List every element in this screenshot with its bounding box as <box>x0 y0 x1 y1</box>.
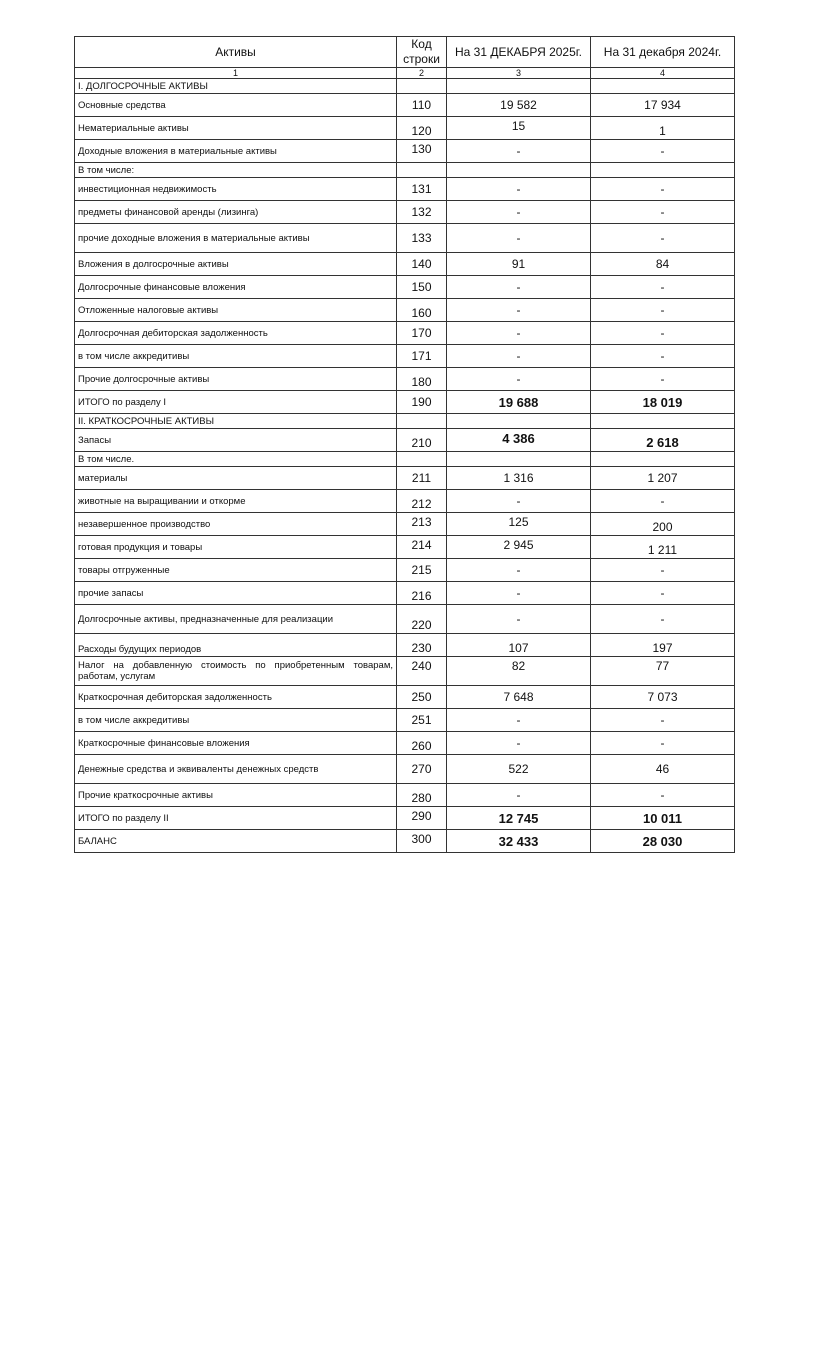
header-assets: Активы <box>75 37 397 68</box>
row-code: 240 <box>397 657 447 686</box>
row-value-2025: - <box>447 276 591 299</box>
row-value-2024: - <box>591 322 735 345</box>
table-row <box>75 322 735 345</box>
row-value-2025: - <box>447 732 591 755</box>
row-code: 260 <box>397 732 447 755</box>
table-row <box>75 345 735 368</box>
row-code: 280 <box>397 784 447 807</box>
row-name: Запасы <box>75 429 397 452</box>
row-value-2024: 18 019 <box>591 391 735 414</box>
row-value-2025: - <box>447 784 591 807</box>
row-value-2024: 84 <box>591 253 735 276</box>
row-code: 132 <box>397 201 447 224</box>
row-value-2024: 7 073 <box>591 686 735 709</box>
section-row <box>75 79 735 94</box>
row-value-2024: - <box>591 140 735 163</box>
row-value-2025 <box>447 163 591 178</box>
row-value-2024 <box>591 163 735 178</box>
row-value-2024: 197 <box>591 634 735 657</box>
row-value-2025: 82 <box>447 657 591 686</box>
row-value-2024: 17 934 <box>591 94 735 117</box>
table-row <box>75 253 735 276</box>
row-value-2025: 19 582 <box>447 94 591 117</box>
row-name: ИТОГО по разделу I <box>75 391 397 414</box>
table-row <box>75 634 735 657</box>
table-row <box>75 686 735 709</box>
row-value-2024: - <box>591 582 735 605</box>
row-code: 250 <box>397 686 447 709</box>
row-name: товары отгруженные <box>75 559 397 582</box>
row-code: 215 <box>397 559 447 582</box>
row-name: II. КРАТКОСРОЧНЫЕ АКТИВЫ <box>75 414 397 429</box>
row-code: 120 <box>397 117 447 140</box>
row-code: 171 <box>397 345 447 368</box>
row-value-2025: - <box>447 224 591 253</box>
row-name: Отложенные налоговые активы <box>75 299 397 322</box>
row-value-2025: - <box>447 140 591 163</box>
row-name: I. ДОЛГОСРОЧНЫЕ АКТИВЫ <box>75 79 397 94</box>
table-row <box>75 755 735 784</box>
row-code: 133 <box>397 224 447 253</box>
row-value-2024: 1 <box>591 117 735 140</box>
row-name: Налог на добавленную стоимость по приобретенным товарам, работам, услугам <box>75 657 397 686</box>
row-value-2025: 1 316 <box>447 467 591 490</box>
row-value-2025: - <box>447 490 591 513</box>
table-row <box>75 559 735 582</box>
row-value-2025: 4 386 <box>447 429 591 452</box>
table-row <box>75 536 735 559</box>
row-value-2024: - <box>591 559 735 582</box>
section-row <box>75 414 735 429</box>
row-name: готовая продукция и товары <box>75 536 397 559</box>
row-name: БАЛАНС <box>75 830 397 853</box>
row-code: 140 <box>397 253 447 276</box>
row-value-2025: 2 945 <box>447 536 591 559</box>
table-row <box>75 582 735 605</box>
table-row <box>75 513 735 536</box>
row-value-2025: - <box>447 709 591 732</box>
row-value-2024: - <box>591 709 735 732</box>
row-name: Долгосрочная дебиторская задолженность <box>75 322 397 345</box>
row-name: В том числе: <box>75 163 397 178</box>
row-value-2025: 107 <box>447 634 591 657</box>
row-name: в том числе аккредитивы <box>75 345 397 368</box>
row-code: 150 <box>397 276 447 299</box>
column-number-4: 4 <box>591 68 735 79</box>
row-name: Прочие краткосрочные активы <box>75 784 397 807</box>
section-row <box>75 163 735 178</box>
balance-sheet-assets <box>74 36 734 853</box>
row-value-2024: 200 <box>591 513 735 536</box>
header-row <box>75 37 735 68</box>
row-value-2024: 1 207 <box>591 467 735 490</box>
row-name: Основные средства <box>75 94 397 117</box>
row-value-2025: 19 688 <box>447 391 591 414</box>
row-value-2025: - <box>447 201 591 224</box>
column-number-2: 2 <box>397 68 447 79</box>
row-name: Долгосрочные финансовые вложения <box>75 276 397 299</box>
row-value-2025: - <box>447 368 591 391</box>
row-value-2025: - <box>447 345 591 368</box>
row-value-2024: 10 011 <box>591 807 735 830</box>
row-name: Доходные вложения в материальные активы <box>75 140 397 163</box>
row-value-2024: - <box>591 224 735 253</box>
assets-table <box>74 36 735 853</box>
table-row <box>75 94 735 117</box>
row-value-2024: - <box>591 345 735 368</box>
table-row <box>75 201 735 224</box>
row-name: животные на выращивании и откорме <box>75 490 397 513</box>
row-code: 190 <box>397 391 447 414</box>
row-value-2024: - <box>591 201 735 224</box>
row-value-2025: - <box>447 582 591 605</box>
row-name: Нематериальные активы <box>75 117 397 140</box>
row-value-2024: 46 <box>591 755 735 784</box>
row-value-2025: 15 <box>447 117 591 140</box>
row-code: 130 <box>397 140 447 163</box>
row-value-2024: - <box>591 276 735 299</box>
table-row <box>75 467 735 490</box>
row-name: незавершенное производство <box>75 513 397 536</box>
table-row <box>75 784 735 807</box>
row-name: ИТОГО по разделу II <box>75 807 397 830</box>
row-code: 212 <box>397 490 447 513</box>
row-code: 170 <box>397 322 447 345</box>
row-code <box>397 452 447 467</box>
row-value-2024: - <box>591 784 735 807</box>
column-number-row <box>75 68 735 79</box>
row-value-2025: 12 745 <box>447 807 591 830</box>
row-code: 131 <box>397 178 447 201</box>
table-row <box>75 490 735 513</box>
section-row <box>75 452 735 467</box>
row-value-2024: - <box>591 490 735 513</box>
row-code: 110 <box>397 94 447 117</box>
row-name: Краткосрочная дебиторская задолженность <box>75 686 397 709</box>
row-name: Прочие долгосрочные активы <box>75 368 397 391</box>
row-value-2024: 2 618 <box>591 429 735 452</box>
row-value-2024: 77 <box>591 657 735 686</box>
table-row <box>75 709 735 732</box>
row-value-2025: - <box>447 299 591 322</box>
row-value-2024: 1 211 <box>591 536 735 559</box>
column-number-1: 1 <box>75 68 397 79</box>
table-row <box>75 657 735 686</box>
row-value-2025: 125 <box>447 513 591 536</box>
table-row <box>75 299 735 322</box>
table-row <box>75 117 735 140</box>
row-value-2025: - <box>447 559 591 582</box>
row-code: 210 <box>397 429 447 452</box>
column-number-3: 3 <box>447 68 591 79</box>
row-code <box>397 414 447 429</box>
row-value-2024: - <box>591 732 735 755</box>
row-value-2024 <box>591 79 735 94</box>
row-code: 290 <box>397 807 447 830</box>
row-value-2024: - <box>591 605 735 634</box>
table-row <box>75 368 735 391</box>
row-name: инвестиционная недвижимость <box>75 178 397 201</box>
header-line-code: Код строки <box>397 37 447 68</box>
row-value-2025: - <box>447 322 591 345</box>
row-code: 160 <box>397 299 447 322</box>
row-value-2024 <box>591 414 735 429</box>
row-value-2025: - <box>447 605 591 634</box>
row-value-2024 <box>591 452 735 467</box>
row-value-2024: - <box>591 368 735 391</box>
table-row <box>75 429 735 452</box>
total-row <box>75 807 735 830</box>
row-name: В том числе. <box>75 452 397 467</box>
row-name: Денежные средства и эквиваленты денежных средств <box>75 755 397 784</box>
table-row <box>75 224 735 253</box>
row-code: 211 <box>397 467 447 490</box>
row-code: 270 <box>397 755 447 784</box>
row-code <box>397 79 447 94</box>
row-name: в том числе аккредитивы <box>75 709 397 732</box>
row-code: 214 <box>397 536 447 559</box>
table-row <box>75 178 735 201</box>
row-value-2025: 91 <box>447 253 591 276</box>
row-name: материалы <box>75 467 397 490</box>
total-row <box>75 391 735 414</box>
balance-total-row <box>75 830 735 853</box>
header-2025: На 31 ДЕКАБРЯ 2025г. <box>447 37 591 68</box>
row-name: Расходы будущих периодов <box>75 634 397 657</box>
row-code: 300 <box>397 830 447 853</box>
row-name: предметы финансовой аренды (лизинга) <box>75 201 397 224</box>
row-code: 180 <box>397 368 447 391</box>
row-code: 216 <box>397 582 447 605</box>
row-value-2025: - <box>447 178 591 201</box>
row-name: прочие доходные вложения в материальные активы <box>75 224 397 253</box>
row-code: 213 <box>397 513 447 536</box>
row-value-2025: 522 <box>447 755 591 784</box>
row-code <box>397 163 447 178</box>
table-row <box>75 732 735 755</box>
row-name: Краткосрочные финансовые вложения <box>75 732 397 755</box>
row-value-2024: - <box>591 299 735 322</box>
row-name: прочие запасы <box>75 582 397 605</box>
row-code: 220 <box>397 605 447 634</box>
header-2024: На 31 декабря 2024г. <box>591 37 735 68</box>
row-code: 230 <box>397 634 447 657</box>
table-row <box>75 140 735 163</box>
row-name: Долгосрочные активы, предназначенные для реализации <box>75 605 397 634</box>
table-row <box>75 605 735 634</box>
row-code: 251 <box>397 709 447 732</box>
table-row <box>75 276 735 299</box>
row-name: Вложения в долгосрочные активы <box>75 253 397 276</box>
row-value-2024: 28 030 <box>591 830 735 853</box>
row-value-2025 <box>447 79 591 94</box>
row-value-2025: 7 648 <box>447 686 591 709</box>
row-value-2024: - <box>591 178 735 201</box>
row-value-2025 <box>447 414 591 429</box>
row-value-2025 <box>447 452 591 467</box>
row-value-2025: 32 433 <box>447 830 591 853</box>
